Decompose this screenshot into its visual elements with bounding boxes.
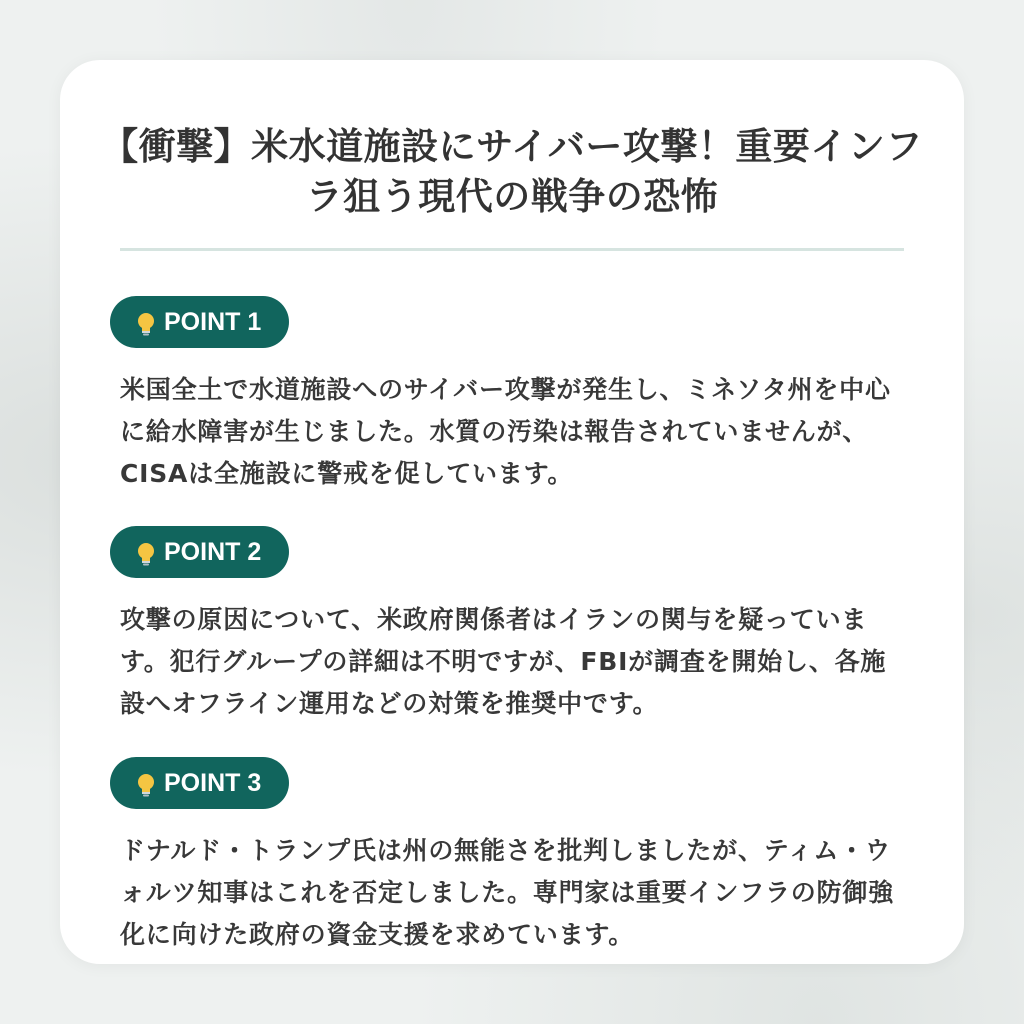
lightbulb-icon [134,311,158,337]
point-label: POINT 3 [164,768,262,797]
point-label: POINT 1 [164,307,262,336]
point-badge-2 [110,526,289,578]
point-badge-1 [110,296,289,348]
point-section-2 [110,526,924,725]
lightbulb-icon [134,772,158,798]
point-badge-3 [110,757,289,809]
lightbulb-icon [134,541,158,567]
point-label: POINT 2 [164,537,262,566]
point-section-1 [110,296,924,495]
point-text-1: 米国全土で水道施設へのサイバー攻撃が発生し、ミネソタ州を中心に給水障害が生じました。水質の汚染は報告されていませんが、CISAは全施設に警戒を促しています。 [120,375,891,488]
article-card [60,60,964,964]
point-text-3: ドナルド・トランプ氏は州の無能さを批判しましたが、ティム・ウォルツ知事はこれを否定しました。専門家は重要インフラの防御強化に向けた政府の資金支援を求めています。 [120,836,895,949]
page-title: 【衝撃】米水道施設にサイバー攻撃！重要インフラ狙う現代の戦争の恐怖 [101,125,923,218]
point-text-2: 攻撃の原因について、米政府関係者はイランの関与を疑っています。犯行グループの詳細は不明ですが、FBIが調査を開始し、各施設へオフライン運用などの対策を推奨中です。 [120,605,887,718]
title-divider [120,248,904,251]
point-section-3 [110,757,924,956]
